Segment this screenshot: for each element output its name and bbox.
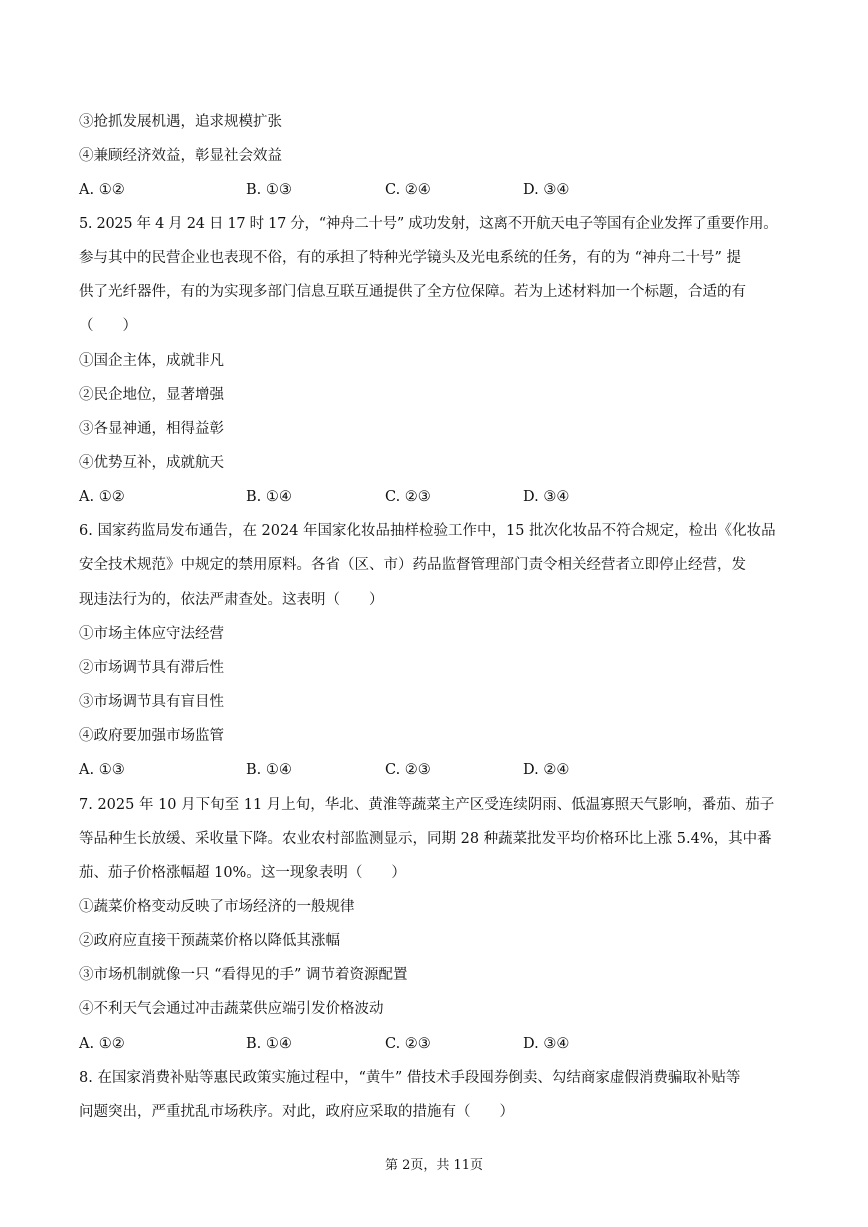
q6-option-d: D. ②④ bbox=[523, 762, 570, 778]
q6-item-1: ①市场主体应守法经营 bbox=[79, 626, 224, 642]
q6-option-c: C. ②③ bbox=[385, 762, 431, 778]
q8-stem-line-2: 问题突出，严重扰乱市场秩序。对此，政府应采取的措施有（ ） bbox=[79, 1104, 514, 1120]
q5-option-d: D. ③④ bbox=[523, 489, 570, 505]
q4-option-d: D. ③④ bbox=[523, 182, 570, 198]
q8-stem-line-1: 8. 在国家消费补贴等惠民政策实施过程中，“黄牛” 借技术手段囤券倒卖、勾结商家虚假消费骗取补贴等 bbox=[79, 1070, 741, 1086]
q5-option-c: C. ②③ bbox=[385, 489, 431, 505]
q5-item-4: ④优势互补，成就航天 bbox=[79, 455, 224, 471]
q5-stem-line-3: 供了光纤器件，有的为实现多部门信息互联互通提供了全方位保障。若为上述材料加一个标题，合适的有 bbox=[79, 284, 746, 300]
q4-options bbox=[79, 180, 799, 200]
q6-stem-line-1: 6. 国家药监局发布通告，在 2024 年国家化妆品抽样检验工作中，15 批次化妆品不符合规定，检出《化妆品 bbox=[79, 523, 776, 539]
page-number-footer: 第 2页，共 11页 bbox=[384, 1158, 484, 1173]
q6-options bbox=[79, 760, 799, 780]
q5-options bbox=[79, 487, 799, 507]
q6-item-4: ④政府要加强市场监管 bbox=[79, 728, 224, 744]
q7-stem-line-3: 茄、茄子价格涨幅超 10%。这一现象表明（ ） bbox=[79, 865, 406, 881]
q5-option-a: A. ①② bbox=[79, 489, 125, 505]
q7-item-2: ②政府应直接干预蔬菜价格以降低其涨幅 bbox=[79, 933, 340, 949]
q7-option-c: C. ②③ bbox=[385, 1036, 431, 1052]
q6-option-a: A. ①③ bbox=[79, 762, 125, 778]
q5-item-1: ①国企主体，成就非凡 bbox=[79, 353, 224, 369]
q7-item-3: ③市场机制就像一只 “看得见的手” 调节着资源配置 bbox=[79, 967, 408, 983]
q5-option-b: B. ①④ bbox=[246, 489, 292, 505]
q7-stem-line-2: 等品种生长放缓、采收量下降。农业农村部监测显示，同期 28 种蔬菜批发平均价格环比上涨 5.4%，其中番 bbox=[79, 831, 772, 847]
q6-stem-line-3: 现违法行为的，依法严肃查处。这表明（ ） bbox=[79, 592, 384, 608]
q7-option-a: A. ①② bbox=[79, 1036, 125, 1052]
q4-item-3: ③抢抓发展机遇，追求规模扩张 bbox=[79, 114, 282, 130]
q6-option-b: B. ①④ bbox=[246, 762, 292, 778]
q5-answer-blank: （ ） bbox=[79, 318, 137, 334]
q5-item-2: ②民企地位，显著增强 bbox=[79, 387, 224, 403]
q6-item-2: ②市场调节具有滞后性 bbox=[79, 660, 224, 676]
q7-option-d: D. ③④ bbox=[523, 1036, 570, 1052]
q7-stem-line-1: 7. 2025 年 10 月下旬至 11 月上旬，华北、黄淮等蔬菜主产区受连续阴雨、低温寡照天气影响，番茄、茄子 bbox=[79, 797, 775, 813]
q4-item-4: ④兼顾经济效益，彰显社会效益 bbox=[79, 148, 282, 164]
q5-item-3: ③各显神通，相得益彰 bbox=[79, 421, 224, 437]
q5-stem-line-1: 5. 2025 年 4 月 24 日 17 时 17 分，“神舟二十号” 成功发射，这离不开航天电子等国有企业发挥了重要作用。 bbox=[79, 216, 778, 232]
q4-option-b: B. ①③ bbox=[246, 182, 292, 198]
q7-option-b: B. ①④ bbox=[246, 1036, 292, 1052]
q6-item-3: ③市场调节具有盲目性 bbox=[79, 694, 224, 710]
q4-option-a: A. ①② bbox=[79, 182, 125, 198]
q5-stem-line-2: 参与其中的民营企业也表现不俗，有的承担了特种光学镜头及光电系统的任务，有的为 “神舟二十号” 提 bbox=[79, 250, 742, 266]
q7-item-4: ④不利天气会通过冲击蔬菜供应端引发价格波动 bbox=[79, 1001, 384, 1017]
q6-stem-line-2: 安全技术规范》中规定的禁用原料。各省（区、市）药品监督管理部门责令相关经营者立即停止经营，发 bbox=[79, 557, 746, 573]
q7-item-1: ①蔬菜价格变动反映了市场经济的一般规律 bbox=[79, 899, 355, 915]
q4-option-c: C. ②④ bbox=[385, 182, 431, 198]
q7-options bbox=[79, 1034, 799, 1054]
